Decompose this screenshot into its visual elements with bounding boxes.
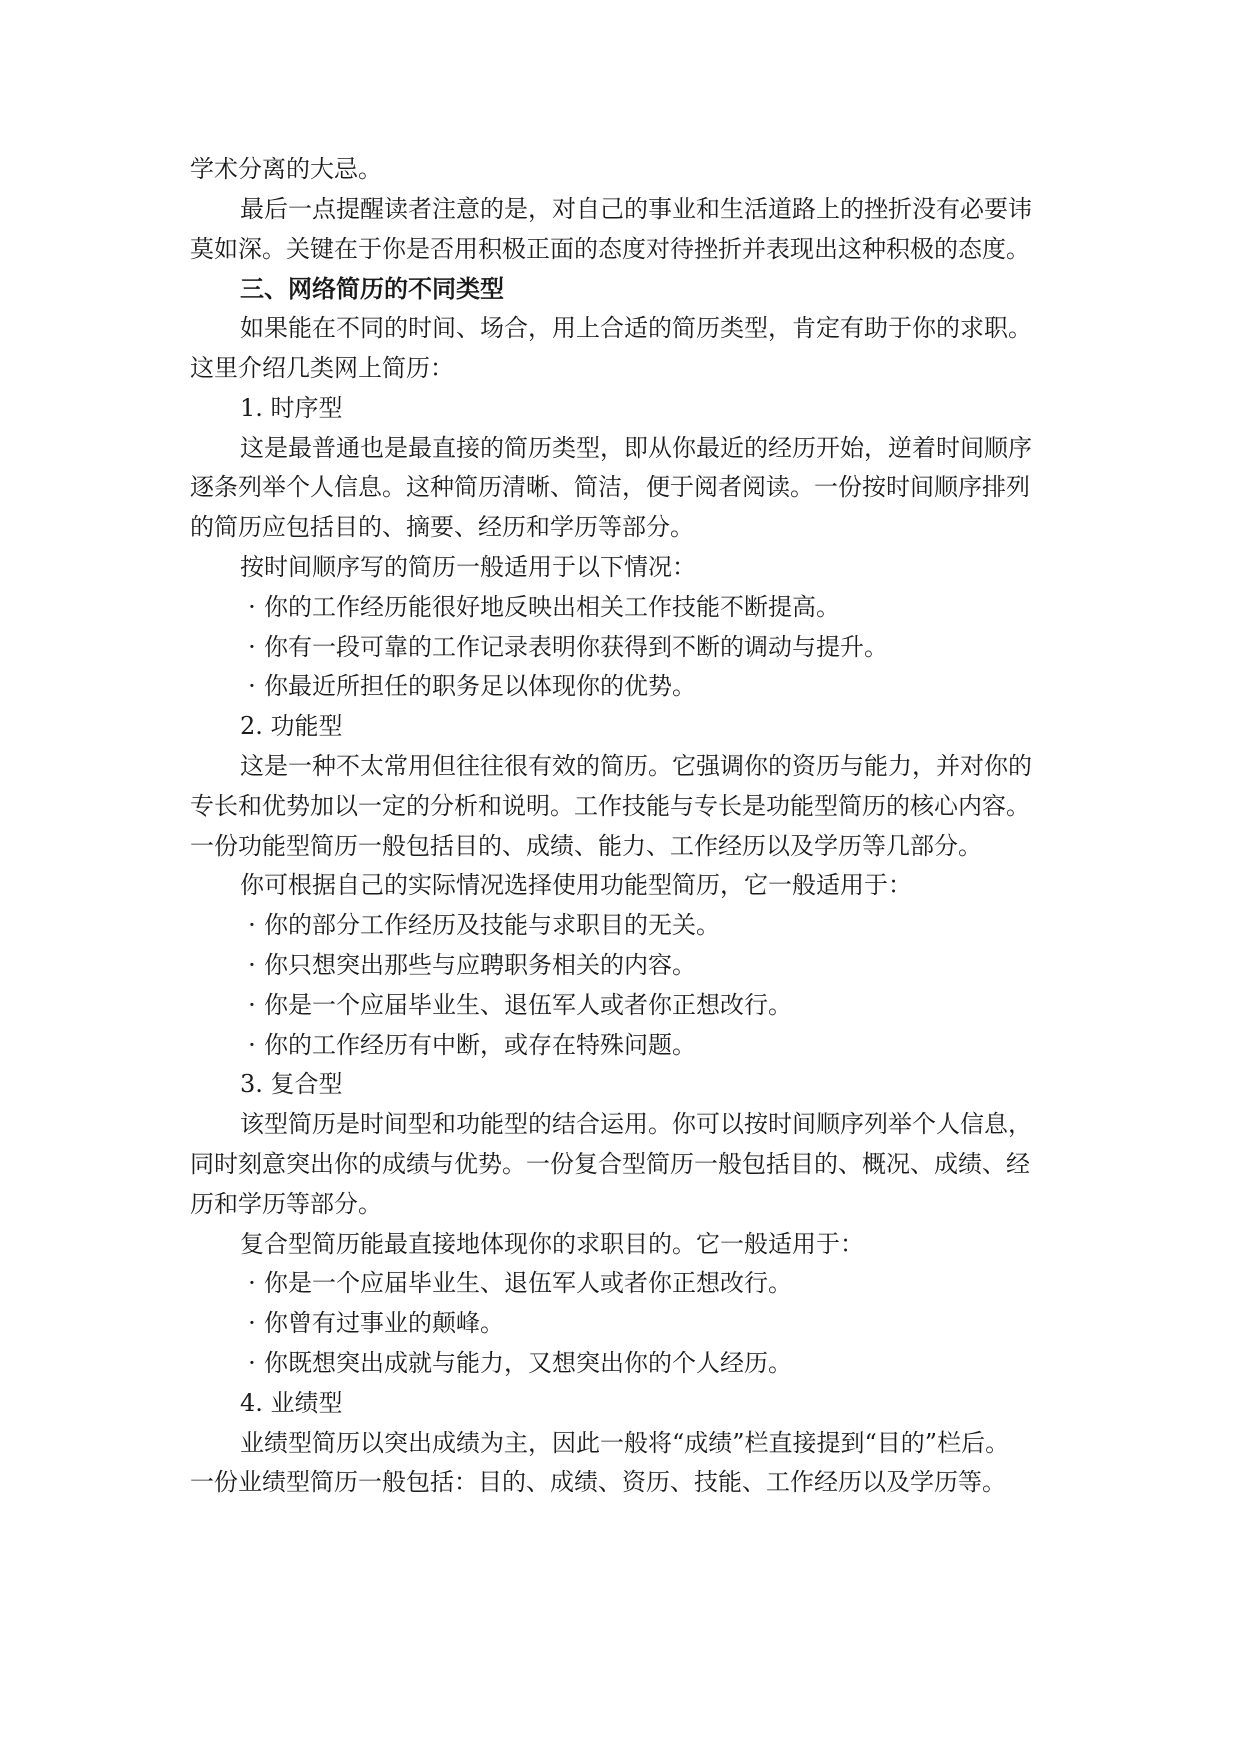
bullet-item [190,667,1060,707]
bullet-item [190,986,1060,1026]
bullet-icon: · [248,950,256,979]
bullet-text: 你的工作经历有中断，或存在特殊问题。 [264,1030,696,1059]
bullet-icon: · [248,1309,256,1338]
subsection-heading: 4. 业绩型 [240,1388,343,1417]
bullet-text: 你是一个应届毕业生、退伍军人或者你正想改行。 [264,1269,792,1298]
bullet-item [190,1026,1060,1066]
bullet-icon: · [248,1030,256,1059]
paragraph-line: 复合型简历能最直接地体现你的求职目的。它一般适用于： [240,1229,864,1258]
bullet-item [190,906,1060,946]
bullet-item [190,1344,1060,1384]
bullet-icon: · [248,1348,256,1377]
paragraph-line: 这是最普通也是最直接的简历类型，即从你最近的经历开始，逆着时间顺序 [240,433,1032,462]
bullet-text: 你只想突出那些与应聘职务相关的内容。 [264,950,696,979]
paragraph-line: 如果能在不同的时间、场合，用上合适的简历类型，肯定有助于你的求职。 [240,314,1032,343]
bullet-text: 你是一个应届毕业生、退伍军人或者你正想改行。 [264,990,792,1019]
bullet-text: 你曾有过事业的颠峰。 [264,1309,504,1338]
bullet-text: 你的部分工作经历及技能与求职目的无关。 [264,911,720,940]
paragraph-line: 一份业绩型简历一般包括：目的、成绩、资历、技能、工作经历以及学历等。 [190,1468,1006,1497]
subsection-heading: 3. 复合型 [240,1070,343,1099]
paragraph-line: 按时间顺序写的简历一般适用于以下情况： [240,552,696,581]
paragraph-line: 一份功能型简历一般包括目的、成绩、能力、工作经历以及学历等几部分。 [190,831,982,860]
paragraph-line: 专长和优势加以一定的分析和说明。工作技能与专长是功能型简历的核心内容。 [190,791,1030,820]
paragraph-line: 历和学历等部分。 [190,1189,382,1218]
bullet-icon: · [248,592,256,621]
bullet-item [190,628,1060,668]
paragraph-line: 这是一种不太常用但往往很有效的简历。它强调你的资历与能力，并对你的 [240,751,1032,780]
paragraph-line: 该型简历是时间型和功能型的结合运用。你可以按时间顺序列举个人信息， [240,1110,1032,1139]
subsection-heading: 2. 功能型 [240,712,343,741]
paragraph-line: 学术分离的大忌。 [190,155,382,183]
bullet-icon: · [248,632,256,661]
paragraph-line: 的简历应包括目的、摘要、经历和学历等部分。 [190,513,694,542]
bullet-icon: · [248,911,256,940]
paragraph-line: 同时刻意突出你的成绩与优势。一份复合型简历一般包括目的、概况、成绩、经 [190,1149,1030,1178]
bullet-item [190,588,1060,628]
paragraph-line: 业绩型简历以突出成绩为主，因此一般将“成绩”栏直接提到“目的”栏后。 [240,1428,1010,1457]
paragraph-line: 你可根据自己的实际情况选择使用功能型简历，它一般适用于： [240,871,912,900]
paragraph-line: 逐条列举个人信息。这种简历清晰、简洁，便于阅者阅读。一份按时间顺序排列 [190,473,1030,502]
paragraph-line: 莫如深。关键在于你是否用积极正面的态度对待挫折并表现出这种积极的态度。 [190,234,1030,263]
bullet-item [190,1304,1060,1344]
bullet-item [190,946,1060,986]
bullet-text: 你的工作经历能很好地反映出相关工作技能不断提高。 [264,592,840,621]
paragraph-line: 这里介绍几类网上简历： [190,353,454,382]
bullet-text: 你既想突出成就与能力，又想突出你的个人经历。 [264,1348,792,1377]
bullet-text: 你最近所担任的职务足以体现你的优势。 [264,672,696,701]
subsection-heading: 1. 时序型 [240,393,343,422]
document-page [190,150,1060,1503]
bullet-icon: · [248,990,256,1019]
paragraph-line: 最后一点提醒读者注意的是，对自己的事业和生活道路上的挫折没有必要讳 [240,194,1032,223]
bullet-item [190,1264,1060,1304]
bullet-icon: · [248,672,256,701]
bullet-icon: · [248,1269,256,1298]
bullet-text: 你有一段可靠的工作记录表明你获得到不断的调动与提升。 [264,632,888,661]
section-heading: 三、网络简历的不同类型 [240,274,504,304]
